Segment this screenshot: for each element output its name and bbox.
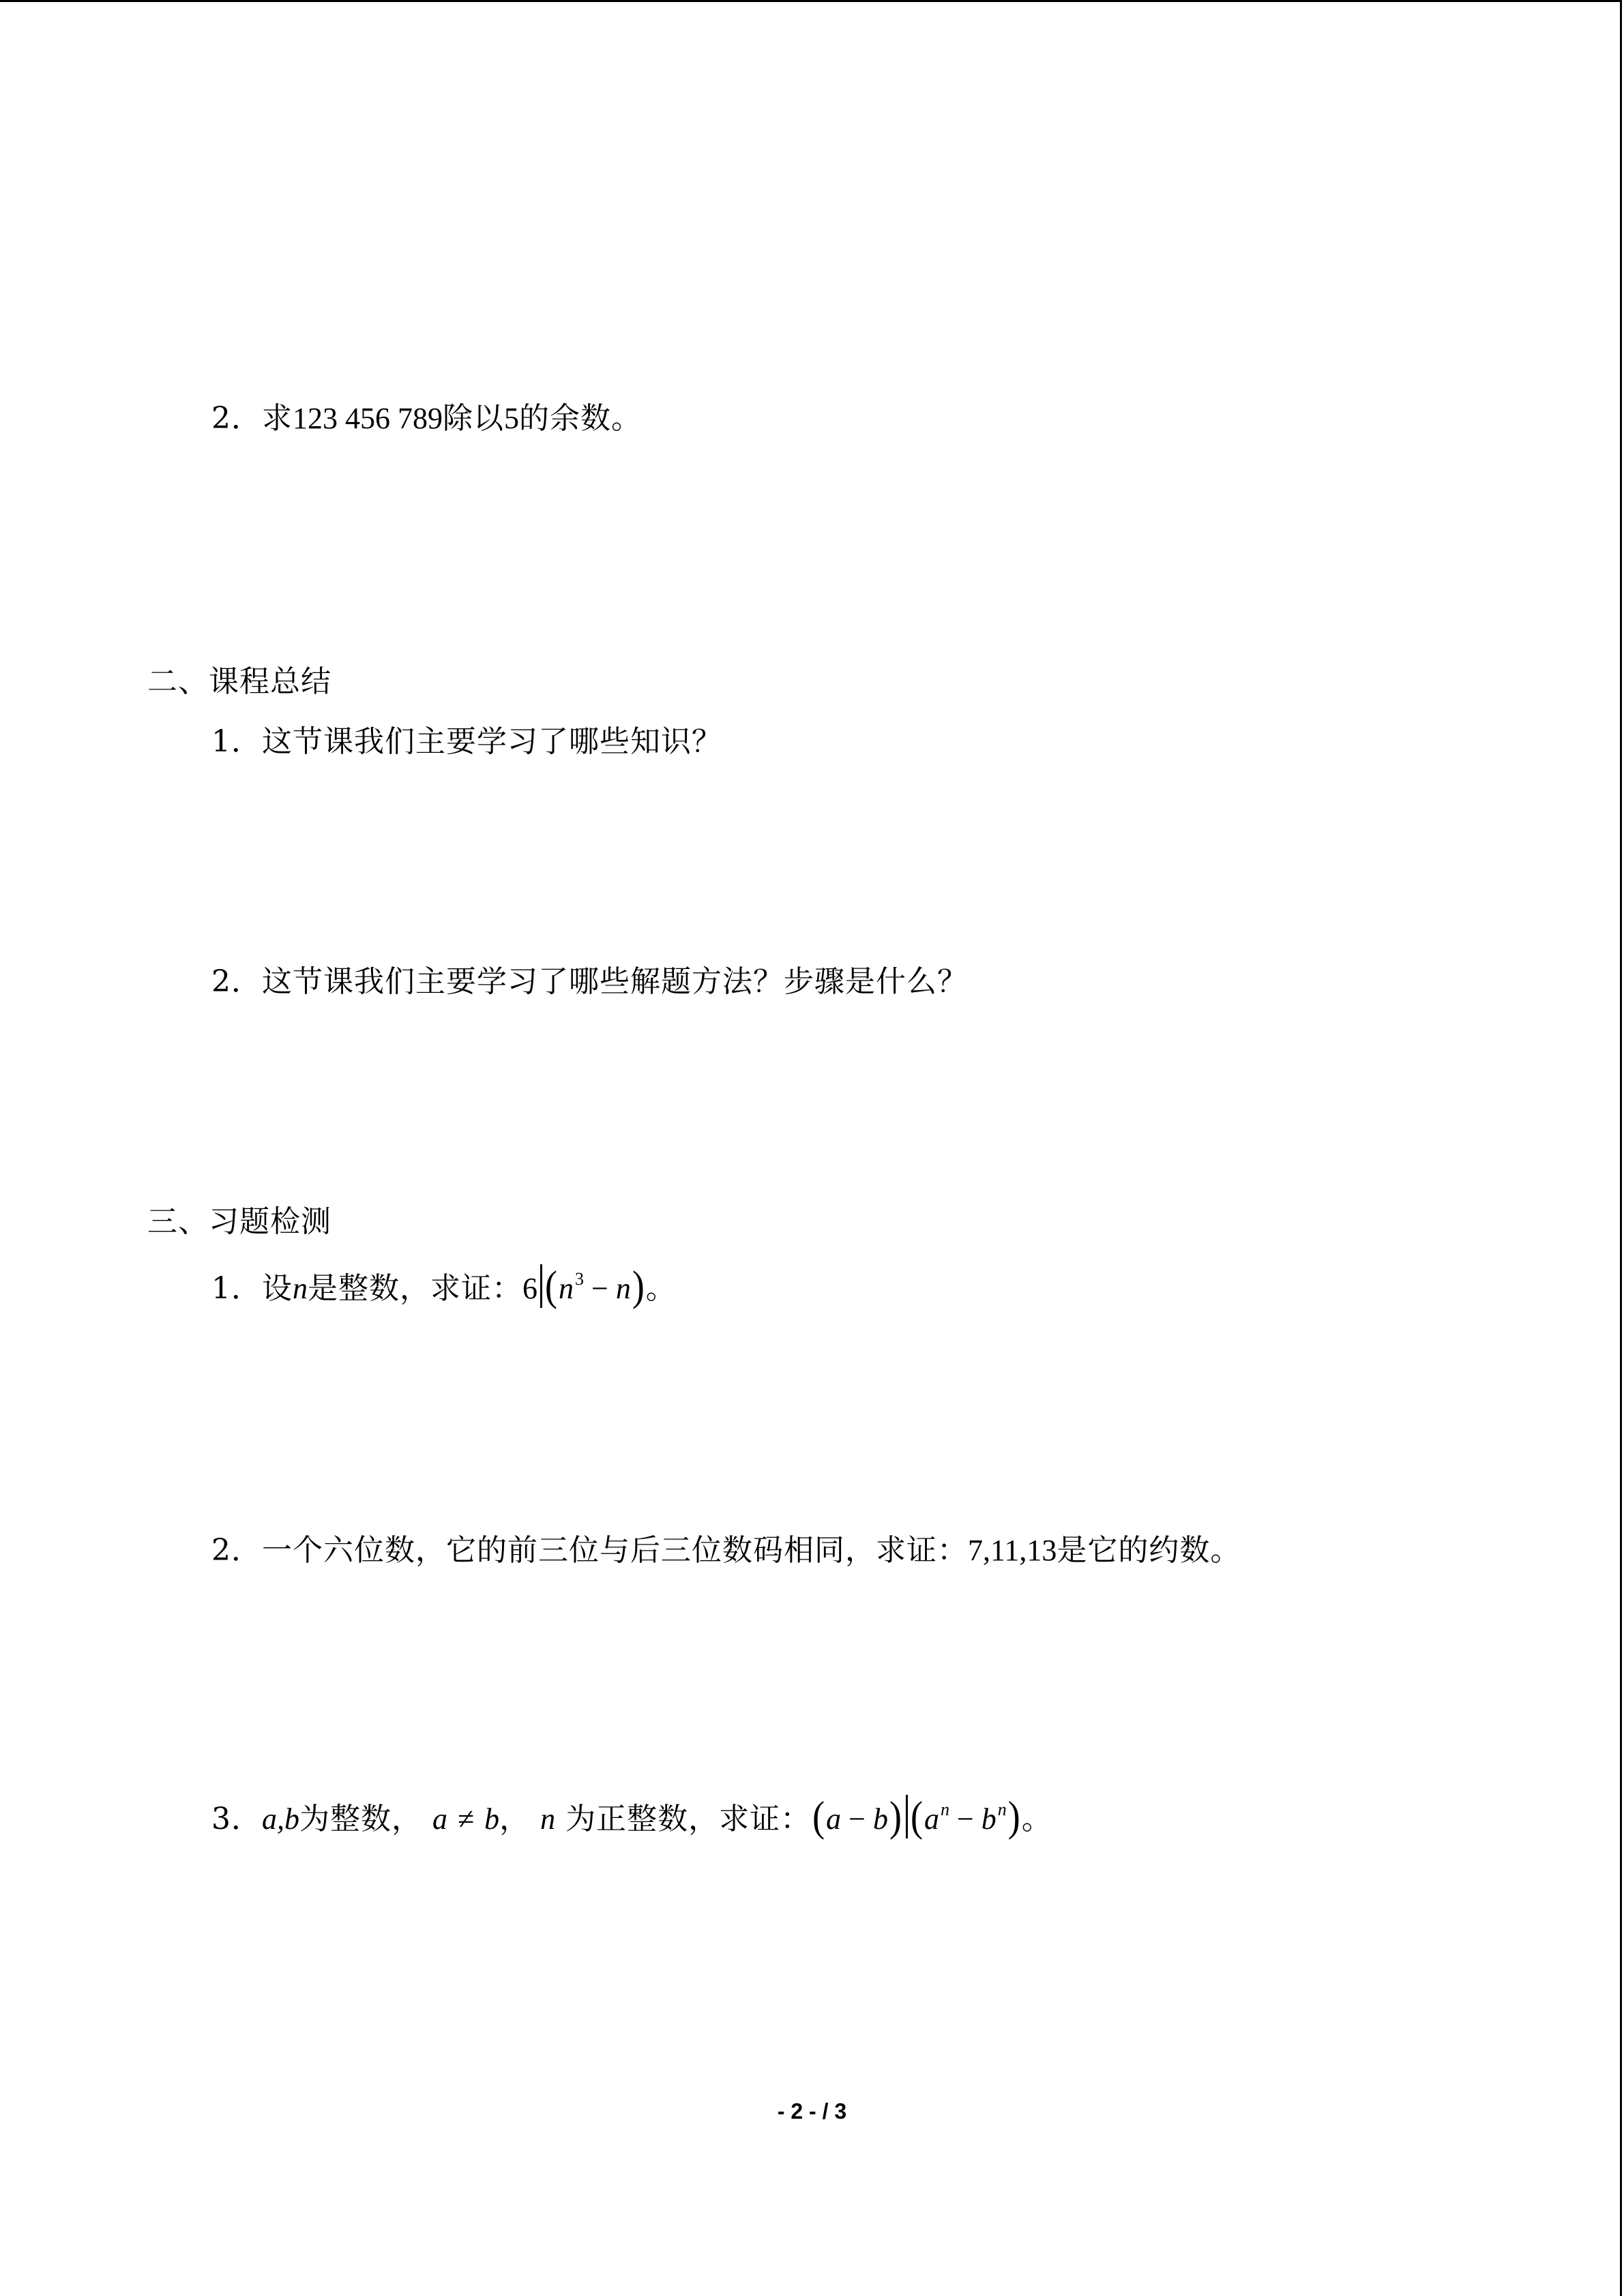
question-text: 一个六位数，它的前三位与后三位数码相同，求证：	[262, 1533, 968, 1568]
math-variable: n	[293, 1272, 308, 1305]
right-paren: )	[1007, 1793, 1020, 1840]
left-paren: (	[812, 1793, 825, 1840]
number-list: 7,11,13	[968, 1534, 1057, 1567]
math-variable: a	[432, 1802, 447, 1836]
math-variable: b	[981, 1802, 996, 1836]
right-paren: )	[889, 1793, 902, 1840]
question-text: 为整数，	[299, 1802, 422, 1836]
math-variable: n	[558, 1272, 574, 1305]
math-expression	[811, 1793, 1022, 1840]
math-operator: ≠	[458, 1802, 475, 1836]
summary-question-2	[211, 961, 968, 1002]
math-variable: b	[872, 1802, 888, 1836]
question-number: 2．	[211, 401, 262, 436]
exponent: 3	[574, 1269, 584, 1289]
question-number: 2．	[211, 964, 262, 999]
math-operator: −	[591, 1272, 608, 1305]
question-text: 求	[262, 401, 293, 436]
math-variable: n	[540, 1802, 556, 1836]
math-number: 6	[522, 1272, 537, 1305]
question-text: 。	[645, 1271, 677, 1306]
question-number: 1．	[211, 1271, 262, 1306]
exponent: n	[997, 1800, 1007, 1820]
exercise-question-3	[211, 1795, 1052, 1840]
left-paren: (	[910, 1793, 923, 1840]
page-number: - 2 - / 3	[777, 2099, 847, 2123]
math-variable: b	[484, 1802, 500, 1836]
number-value: 123 456 789	[293, 402, 443, 435]
divisor-value: 5	[504, 402, 519, 435]
exercise-question-1	[211, 1264, 677, 1309]
question-remainder	[211, 398, 642, 439]
question-number: 2．	[211, 1533, 262, 1568]
right-paren: )	[632, 1262, 645, 1310]
math-variables: a,b	[262, 1802, 299, 1836]
question-number: 1．	[211, 724, 262, 759]
math-expression	[522, 1262, 646, 1310]
question-text: 的余数。	[519, 401, 642, 436]
question-text: 是它的约数。	[1057, 1533, 1241, 1568]
question-text: 。	[1021, 1802, 1052, 1836]
math-variable: n	[615, 1272, 631, 1305]
exponent: n	[940, 1800, 949, 1820]
divides-bar	[906, 1795, 908, 1838]
summary-question-1	[211, 721, 722, 762]
exercise-question-2	[211, 1530, 1241, 1571]
question-text: 这节课我们主要学习了哪些解题方法？步骤是什么？	[262, 964, 968, 999]
math-variable: a	[826, 1802, 842, 1836]
question-text: 除以	[443, 401, 504, 436]
left-paren: (	[545, 1262, 557, 1310]
question-number: 3．	[211, 1802, 262, 1836]
question-text: 这节课我们主要学习了哪些知识？	[262, 724, 722, 759]
section-heading-summary: 二、课程总结	[147, 664, 331, 699]
question-text: 是整数，求证：	[308, 1271, 522, 1306]
math-operator: −	[956, 1802, 974, 1836]
question-text: 设	[262, 1271, 293, 1306]
section-heading-exercises: 三、习题检测	[147, 1204, 331, 1239]
question-text: ，	[499, 1802, 531, 1836]
divides-bar	[540, 1264, 542, 1308]
question-text: 为正整数，求证：	[565, 1802, 812, 1836]
math-operator: −	[848, 1802, 866, 1836]
math-variable: a	[924, 1802, 939, 1836]
